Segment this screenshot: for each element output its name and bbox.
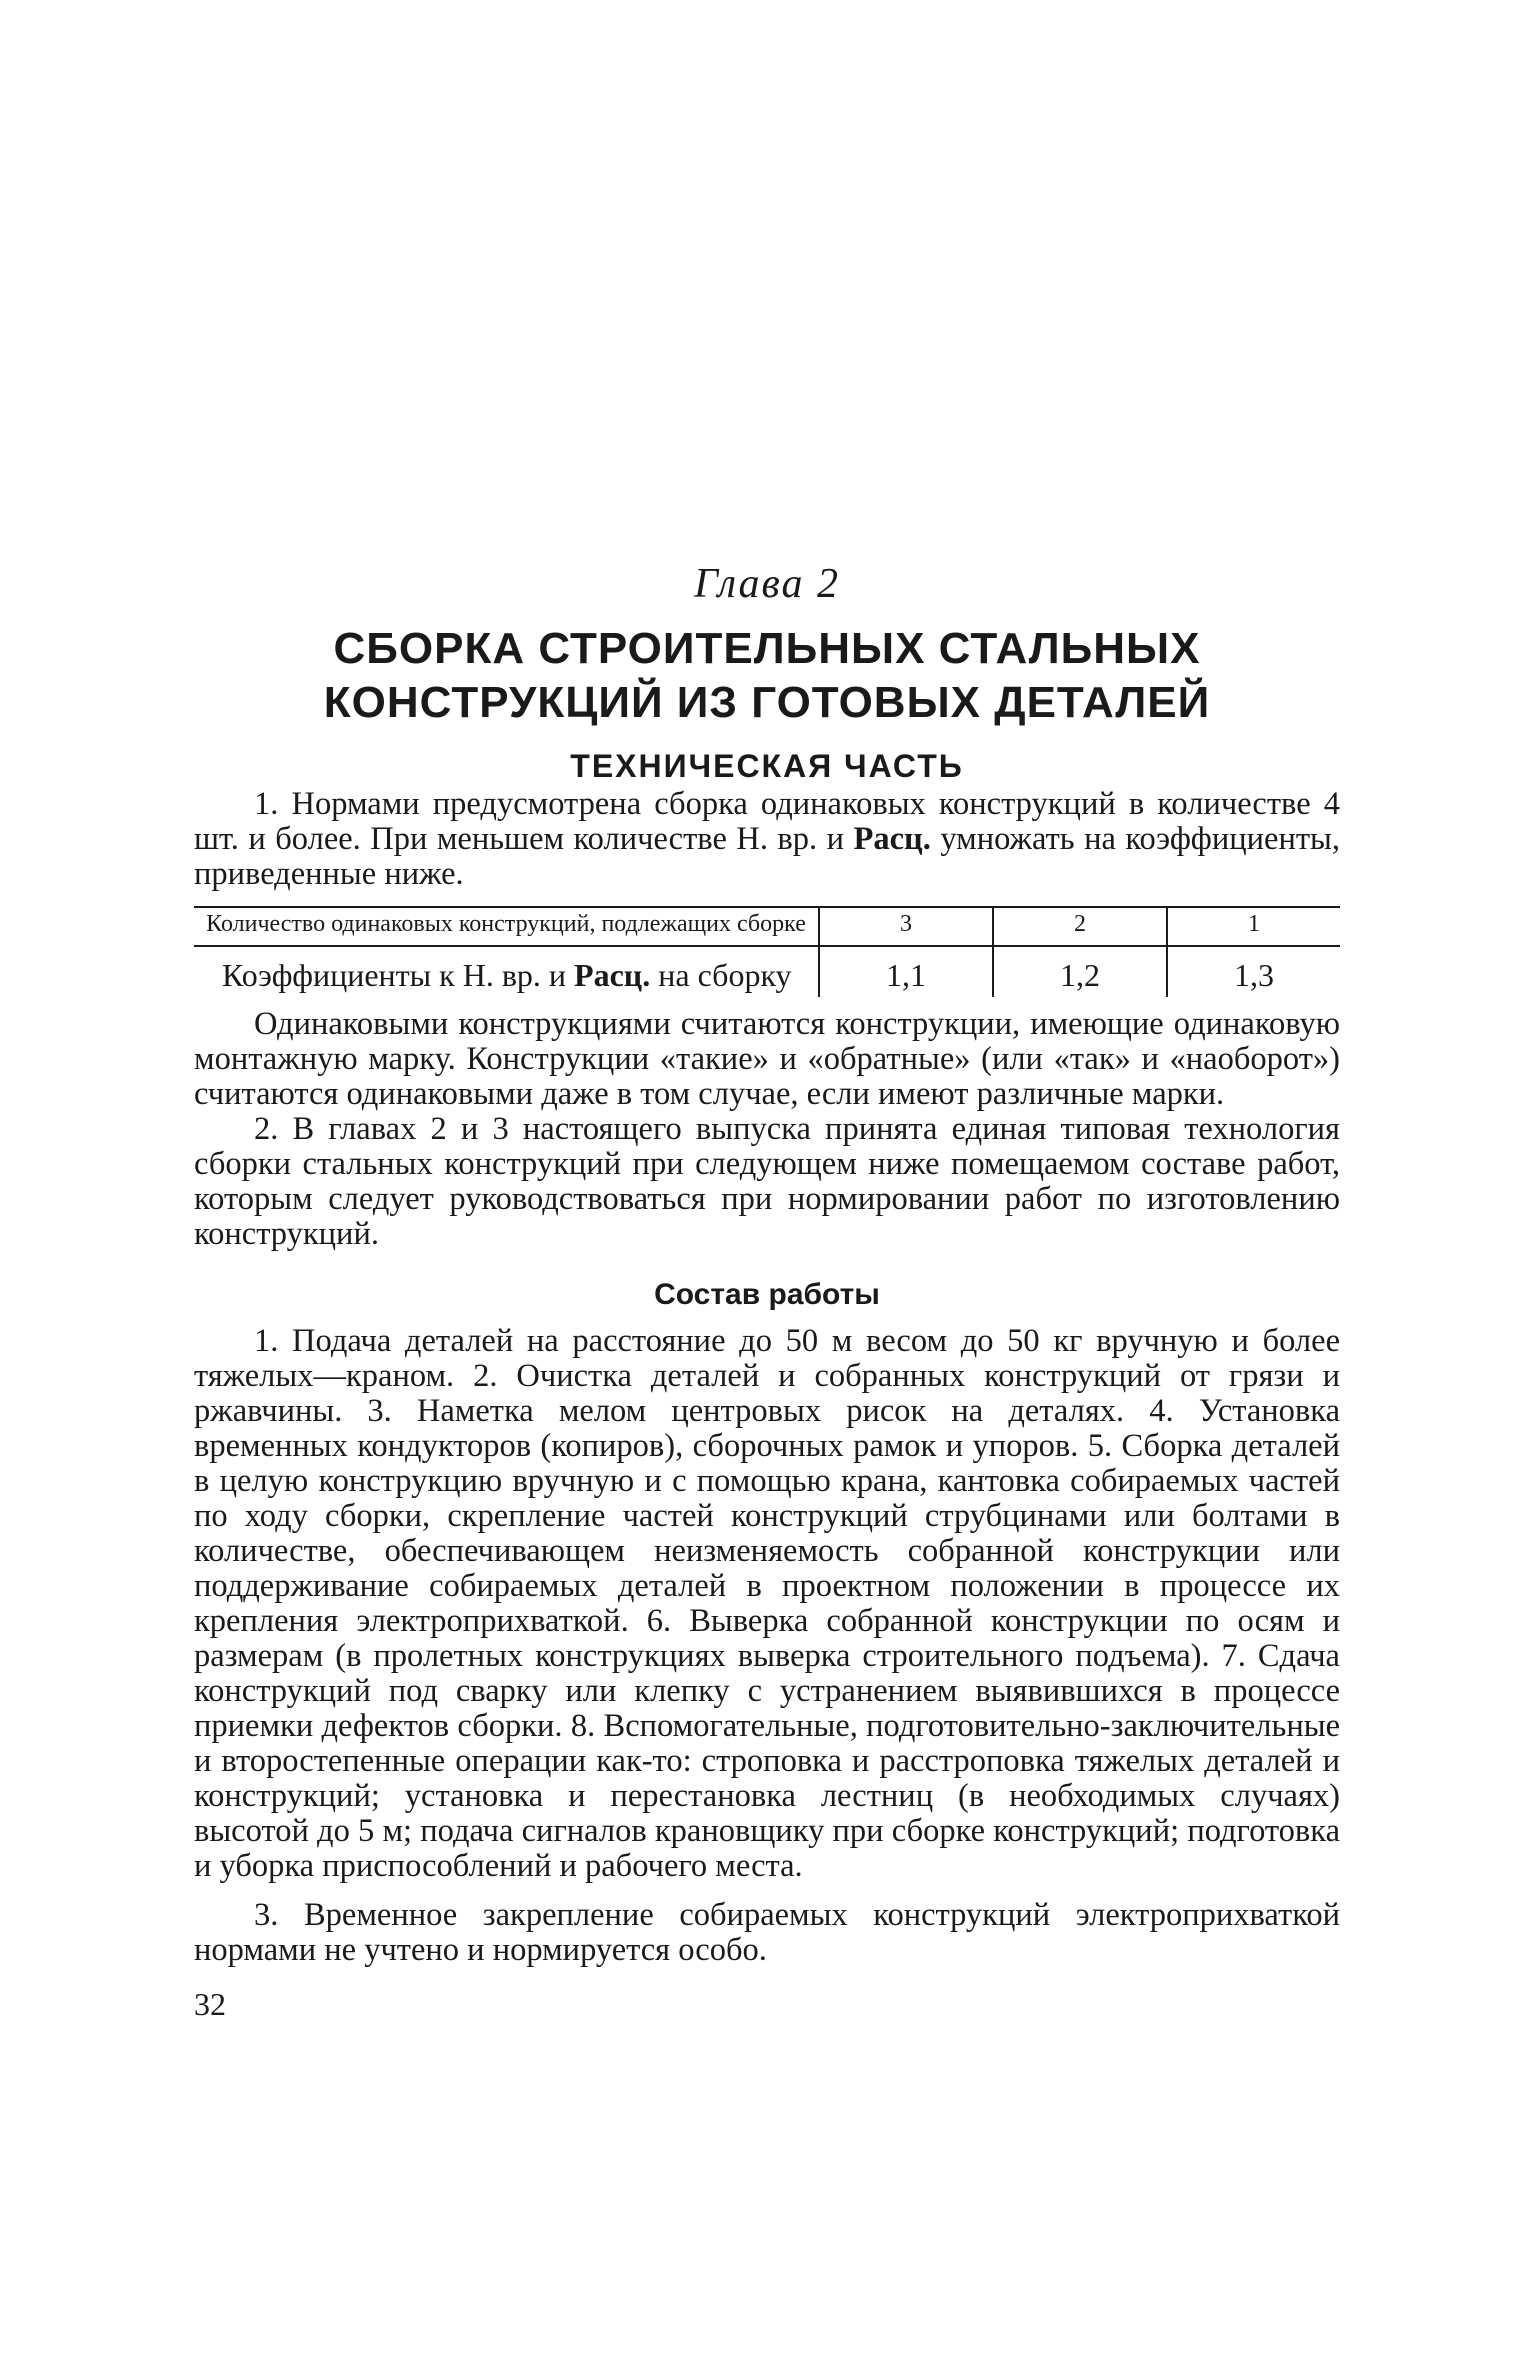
table-cell: 1,3 bbox=[1167, 946, 1340, 997]
page-number: 32 bbox=[194, 1986, 226, 2022]
chapter-title-line-2: КОНСТРУКЦИЙ ИЗ ГОТОВЫХ ДЕТАЛЕЙ bbox=[323, 678, 1211, 727]
intro-bold-term: Расц. bbox=[853, 821, 931, 857]
document-page bbox=[194, 560, 1340, 2023]
intro-text-before: 1. Нормами предусмотрена сборка одинаковых конструкций в количестве 4 шт. и более. При меньшем количестве Н. вр. и bbox=[194, 786, 1340, 857]
table-header-cell: 3 bbox=[819, 907, 993, 946]
table-cell: 1,2 bbox=[993, 946, 1167, 997]
paragraph-3: 3. Временное закрепление собираемых конструкций электроприхваткой нормами не учтено и нормируется особо. bbox=[194, 1897, 1340, 1968]
chapter-title-line-1: СБОРКА СТРОИТЕЛЬНЫХ СТАЛЬНЫХ bbox=[333, 624, 1201, 673]
row-label-after: на сборку bbox=[650, 957, 792, 993]
paragraph-2: 2. В главах 2 и 3 настоящего выпуска принята единая типовая технология сборки стальных конструкций при следующем ниже помещаемом составе работ, которым следует руководствоваться при нормировании работ по изготовлению конструкций. bbox=[194, 1111, 1340, 1252]
table-row bbox=[194, 946, 1340, 997]
work-composition-text: 1. Подача деталей на расстояние до 50 м весом до 50 кг вручную и более тяжелых—краном. 2. Очистка деталей и собранных конструкций от грязи и ржавчины. 3. Наметка мелом центровых рисок на деталях. 4. Установка временных кондукторов (копиров), сборочных рамок и упоров. 5. Сборка деталей в целую конструкцию вручную и с помощью крана, кантовка собираемых частей по ходу сборки, скрепление частей конструкций струбцинами или болтами в количестве, обеспечивающем неизменяемость собранной конструкции или поддерживание собираемых деталей в проектном положении в процессе их крепления электроприхваткой. 6. Выверка собранной конструкции по осям и размерам (в пролетных конструкциях выверка строительного подъема). 7. Сдача конструкций под сварку или клепку с устранением выявившихся в процессе приемки дефектов сборки. 8. Вспомогательные, подготовительно-заключительные и второстепенные операции как-то: строповка и расстроповка тяжелых деталей и конструкций; установка и перестановка лестниц (в необходимых случаях) высотой до 5 м; подача сигналов крановщику при сборке конструкций; подготовка и уборка приспособлений и рабочего места. bbox=[194, 1323, 1340, 1884]
table-header-row bbox=[194, 907, 1340, 946]
chapter-title bbox=[194, 622, 1340, 730]
intro-text-after: умножать на коэффициенты, приведенные ниже. bbox=[194, 821, 1340, 892]
intro-paragraph bbox=[194, 787, 1340, 892]
table-header-cell: 2 bbox=[993, 907, 1167, 946]
chapter-label: Глава 2 bbox=[694, 561, 840, 607]
definition-paragraph: Одинаковыми конструкциями считаются конструкции, имеющие одинаковую монтажную марку. Конструкции «такие» и «обратные» (или «так» и «наоборот») считаются одинаковыми даже в том случае, если имеют различные марки. bbox=[194, 1006, 1340, 1112]
row-label-bold: Расц. bbox=[574, 957, 651, 993]
table-cell: 1,1 bbox=[819, 946, 993, 997]
table-header-label: Количество одинаковых конструкций, подлежащих сборке bbox=[206, 911, 806, 937]
coefficient-table bbox=[194, 906, 1340, 997]
row-label-before: Коэффициенты к Н. вр. и bbox=[222, 957, 575, 993]
work-composition-heading: Состав работы bbox=[654, 1278, 880, 1311]
table-row-label bbox=[194, 946, 819, 997]
table-header-cell: 1 bbox=[1167, 907, 1340, 946]
section-title: ТЕХНИЧЕСКАЯ ЧАСТЬ bbox=[570, 748, 964, 784]
